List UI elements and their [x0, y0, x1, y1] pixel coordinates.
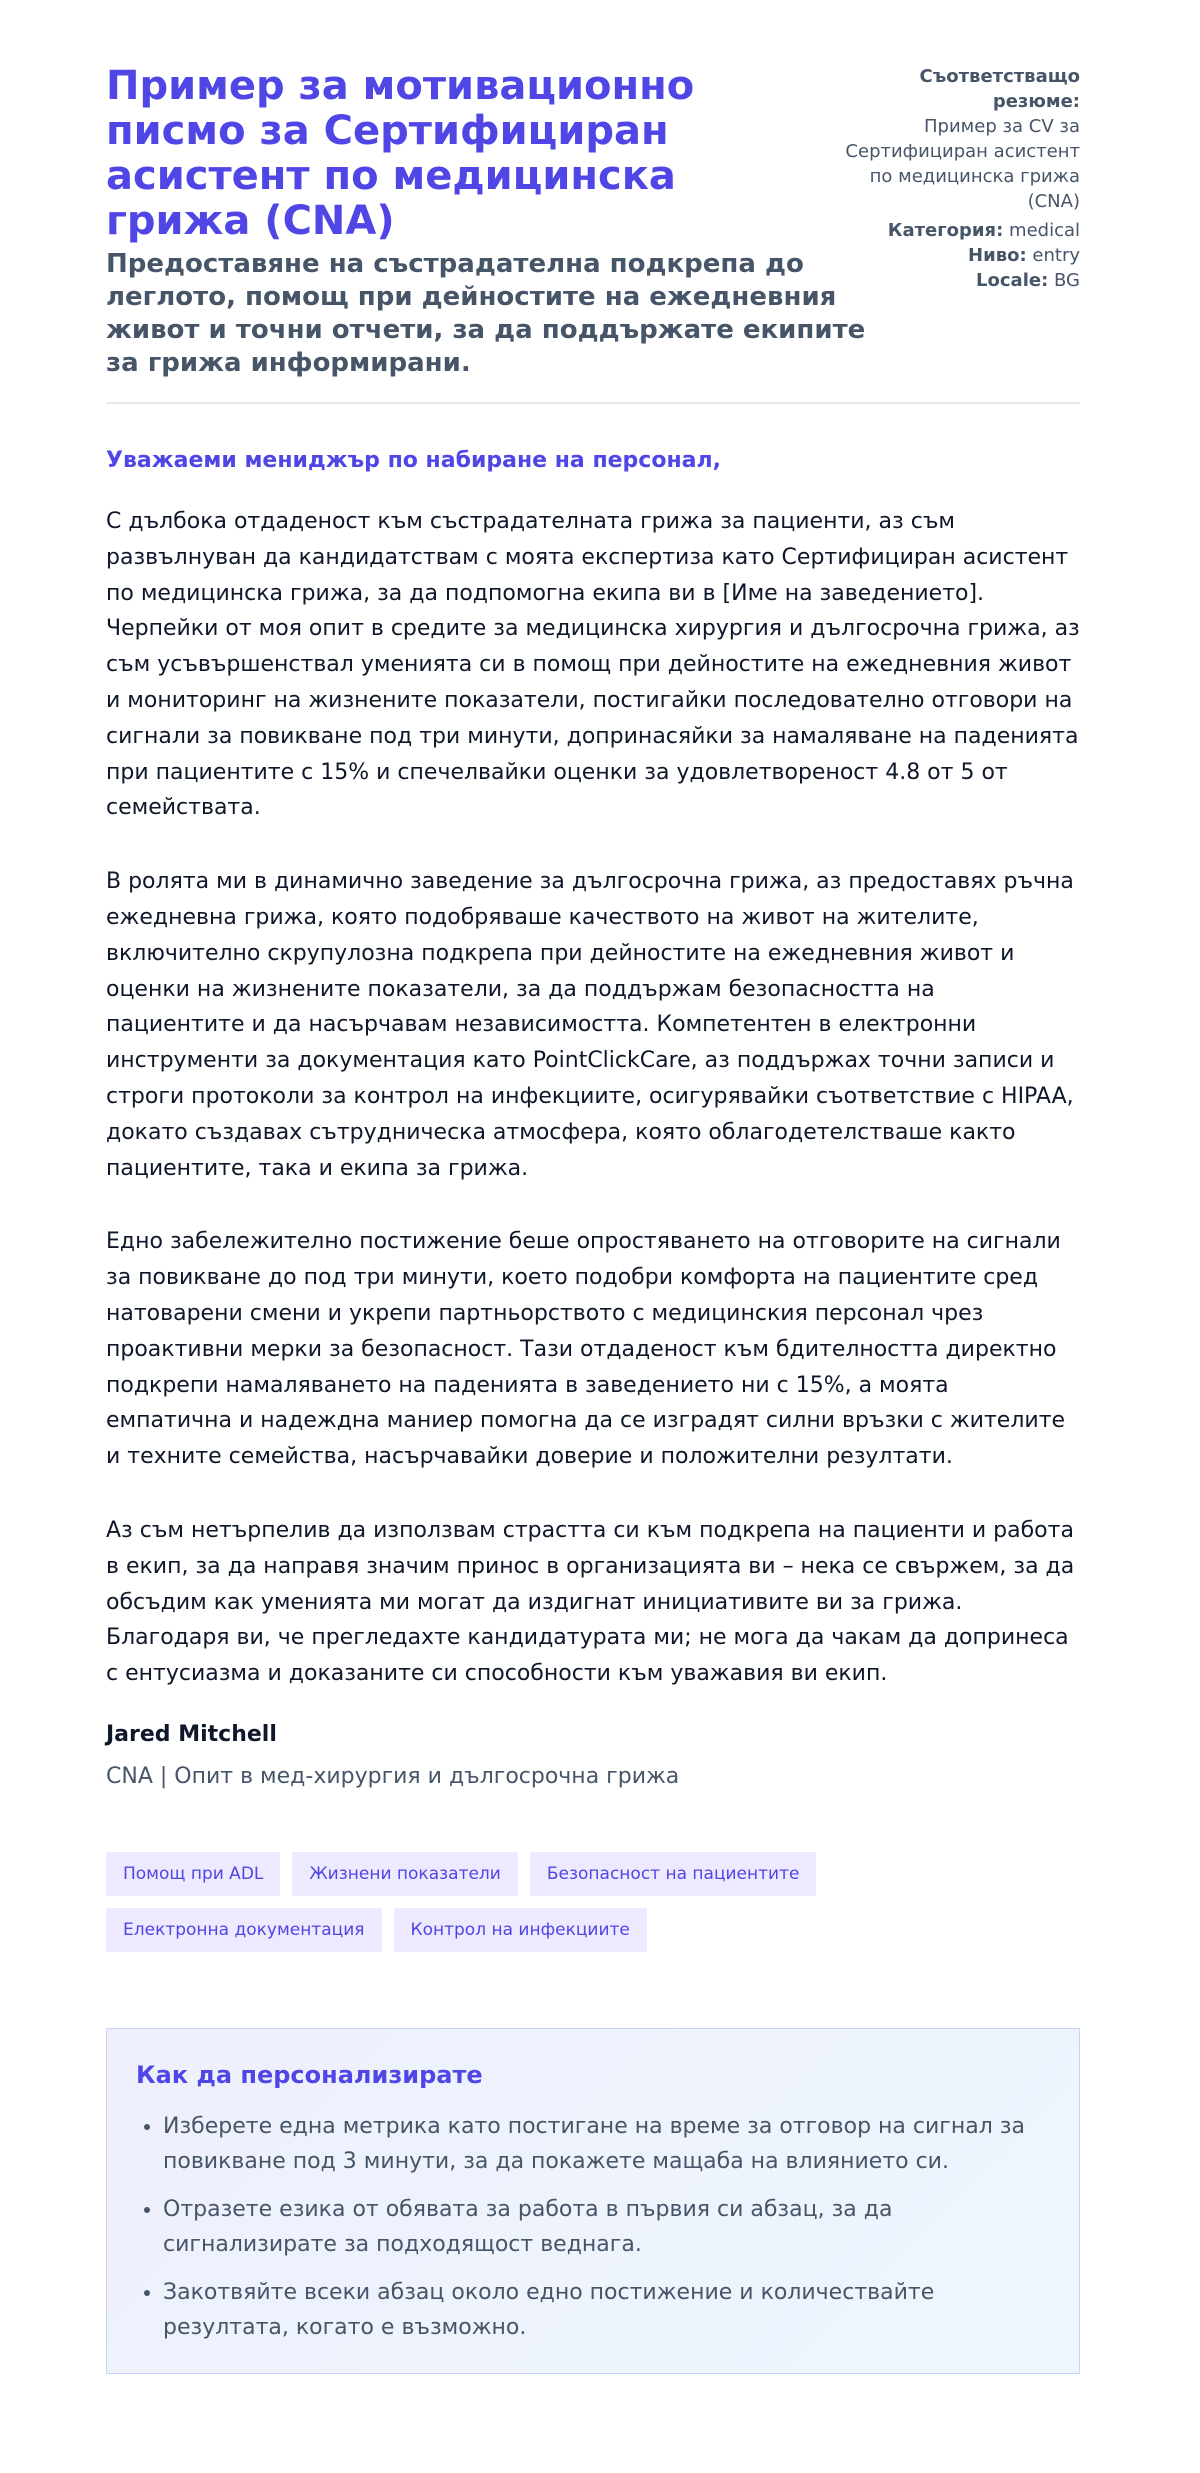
skill-tag: Помощ при ADL — [106, 1852, 280, 1896]
skill-tag: Електронна документация — [106, 1908, 382, 1952]
meta-locale-label: Locale: — [976, 270, 1049, 291]
meta-panel — [840, 64, 1080, 293]
tip-item: • Изберете една метрика като постигане на време за отговор на сигнал за повикване под 3 минути, за да покажете мащаба на влиянието си. — [163, 2109, 1053, 2179]
meta-level-label: Ниво: — [968, 245, 1027, 266]
meta-resume — [840, 64, 1080, 214]
meta-level-value: entry — [1032, 245, 1080, 266]
skill-tags — [106, 1852, 906, 1952]
meta-level — [840, 243, 1080, 268]
letter-paragraph: Аз съм нетърпелив да използвам страстта си към подкрепа на пациенти и работа в екип, за да направя значим принос в организацията ви – нека се свържем, за да обсъдим как уменията ми могат да издигнат инициативите ви за грижа. Благодаря ви, че прегледахте кандидатурата ми; не мога да чакам да допринеса с ентусиазма и доказаните си способности към уважавия ви екип. — [106, 1517, 1075, 1687]
title-block — [106, 64, 906, 380]
skill-tag: Жизнени показатели — [292, 1852, 517, 1896]
page-title: Пример за мотивационно писмо за Сертифициран асистент по медицинска грижа (CNA) — [106, 63, 695, 244]
letter-body — [106, 504, 1080, 1730]
page — [106, 0, 1080, 2340]
meta-category-value: medical — [1009, 220, 1080, 241]
tip-item: • Отразете езика от обявата за работа в първия си абзац, за да сигнализирате за подходящост веднага. — [163, 2192, 1053, 2262]
meta-locale-value: BG — [1054, 270, 1080, 291]
meta-resume-value[interactable]: Пример за CV за Сертифициран асистент по медицинска грижа (CNA) — [845, 116, 1080, 212]
letter-paragraph: В ролята ми в динамично заведение за дългосрочна грижа, аз предоставях ръчна ежедневна грижа, която подобряваше качеството на живот на жителите, включително скрупулозна подкрепа при дейностите на ежедневния живот и оценки на жизнените показатели, за да поддържам безопасността на пациентите и да насърчавам независимостта. Компетентен в електронни инструменти за документация като PointClickCare, аз поддържах точни записи и строги протоколи за контрол на инфекциите, осигурявайки съответствие с HIPAA, докато създавах сътрудническа атмосфера, която облагодетелстваше както пациентите, така и екипа за грижа. — [106, 869, 1074, 1181]
page-header — [106, 0, 1080, 404]
page-subtitle: Предоставяне на състрадателна подкрепа до леглото, помощ при дейностите на ежедневния живот и точни отчети, за да поддържате екипите за грижа информирани. — [106, 249, 866, 378]
letter-paragraph: Едно забележително постижение беше опростяването на отговорите на сигнали за повикване до под три минути, което подобри комфорта на пациентите сред натоварени смени и укрепи партньорството с медицинския персонал чрез проактивни мерки за безопасност. Тази отдаденост към бдителността директно подкрепи намаляването на паденията в заведението ни с 15%, а моята емпатична и надеждна маниер помогна да се изградят силни връзки с жителите и техните семейства, насърчавайки доверие и положителни резултати. — [106, 1229, 1066, 1470]
meta-resume-label: Съответстващо резюме: — [919, 66, 1080, 112]
tips-list — [136, 2109, 1053, 2358]
tip-item: • Закотвяйте всеки абзац около едно постижение и количествайте резултата, когато е възможно. — [163, 2275, 1053, 2345]
meta-category — [840, 218, 1080, 243]
salutation: Уважаеми мениджър по набиране на персонал, — [106, 448, 721, 473]
letter-paragraph: С дълбока отдаденост към състрадателната грижа за пациенти, аз съм развълнуван да кандидатствам с моята експертиза като Сертифициран асистент по медицинска грижа, за да подпомогна екипа ви в [Име на заведението]. Черпейки от моя опит в средите за медицинска хирургия и дългосрочна грижа, аз съм усъвършенствал уменията си в помощ при дейностите на ежедневния живот и мониторинг на жизнените показатели, постигайки последователно отговори на сигнали за повикване под три минути, допринасяйки за намаляване на паденията при пациентите с 15% и спечелвайки оценки за удовлетвореност 4.8 от 5 от семействата. — [106, 509, 1080, 821]
skill-tag: Контрол на инфекциите — [394, 1908, 647, 1952]
meta-category-label: Категория: — [887, 220, 1004, 241]
tips-title: Как да персонализирате — [136, 2061, 483, 2089]
signature-name: Jared Mitchell — [106, 1722, 277, 1747]
tips-box — [106, 2028, 1080, 2374]
skill-tag: Безопасност на пациентите — [530, 1852, 817, 1896]
meta-locale — [840, 268, 1080, 293]
signature-role: CNA | Опит в мед-хирургия и дългосрочна грижа — [106, 1764, 680, 1789]
